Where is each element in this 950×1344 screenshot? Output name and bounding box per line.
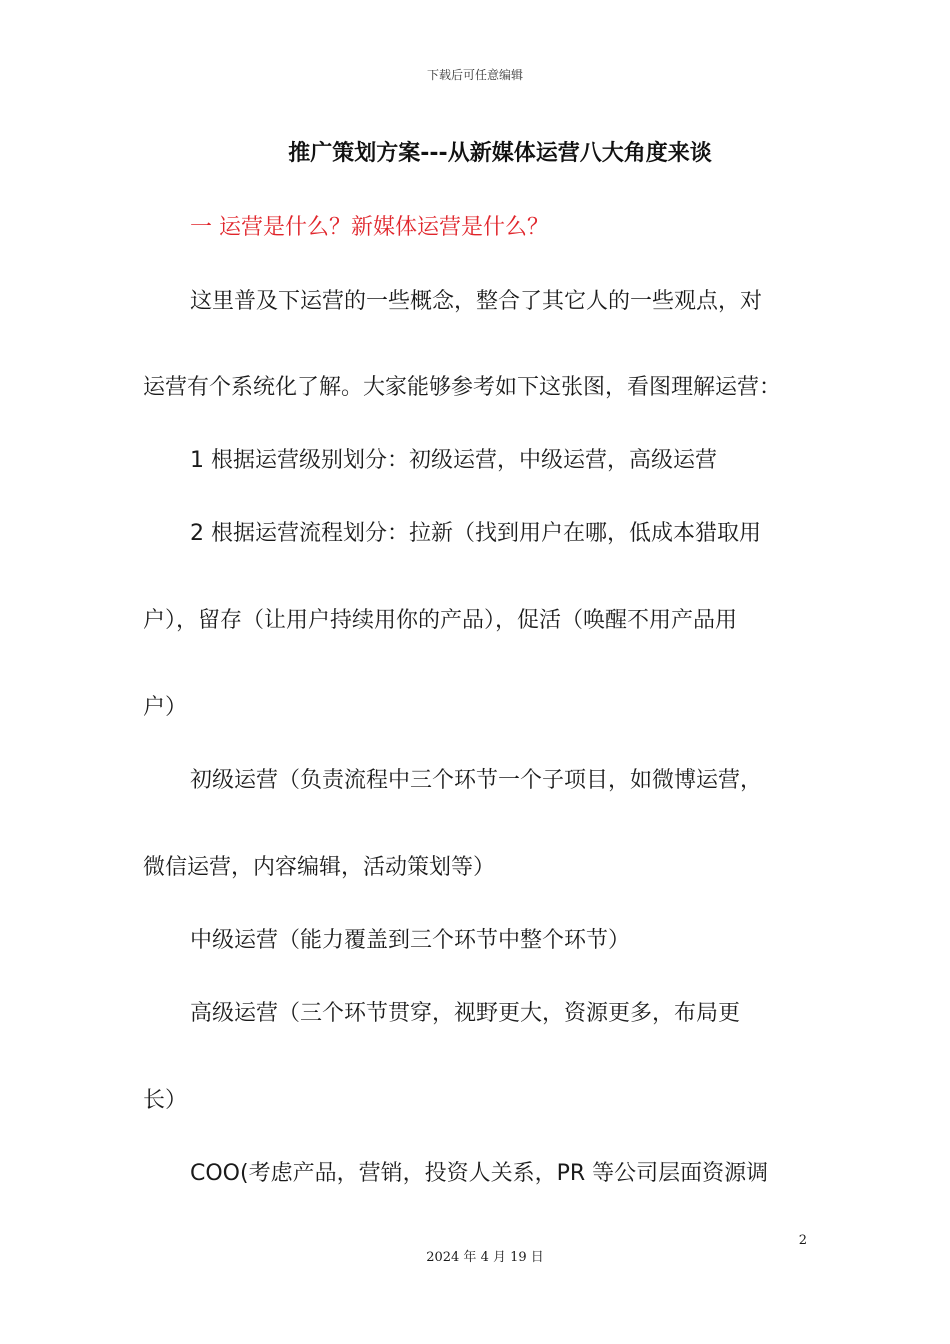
- paragraph-line: 户），留存（让用户持续用你的产品），促活（唤醒不用产品用: [143, 608, 738, 633]
- paragraph-line: COO(考虑产品，营销，投资人关系，PR 等公司层面资源调: [190, 1161, 769, 1186]
- paragraph-line: 高级运营（三个环节贯穿，视野更大，资源更多，布局更: [190, 1001, 741, 1026]
- paragraph-line: 运营有个系统化了解。大家能够参考如下这张图，看图理解运营：: [143, 375, 782, 400]
- paragraph-line: 2 根据运营流程划分：拉新（找到用户在哪，低成本猎取用: [190, 521, 761, 546]
- paragraph-line: 中级运营（能力覆盖到三个环节中整个环节）: [190, 928, 631, 953]
- paragraph-line: 这里普及下运营的一些概念，整合了其它人的一些观点，对: [190, 289, 763, 314]
- paragraph-line: 户）: [143, 695, 188, 720]
- section-heading: 一 运营是什么？新媒体运营是什么？: [190, 215, 549, 240]
- paragraph-line: 长）: [143, 1088, 188, 1113]
- paragraph-line: 微信运营，内容编辑，活动策划等）: [143, 855, 496, 880]
- document-title: 推广策划方案---从新媒体运营八大角度来谈: [288, 141, 712, 166]
- page-number: 2: [798, 1233, 807, 1248]
- page-header-note: 下载后可任意编辑: [426, 68, 523, 82]
- paragraph-line: 初级运营（负责流程中三个环节一个子项目，如微博运营，: [190, 768, 763, 793]
- paragraph-line: 1 根据运营级别划分：初级运营，中级运营，高级运营: [190, 448, 717, 473]
- footer-date: 2024 年 4 月 19 日: [426, 1250, 544, 1265]
